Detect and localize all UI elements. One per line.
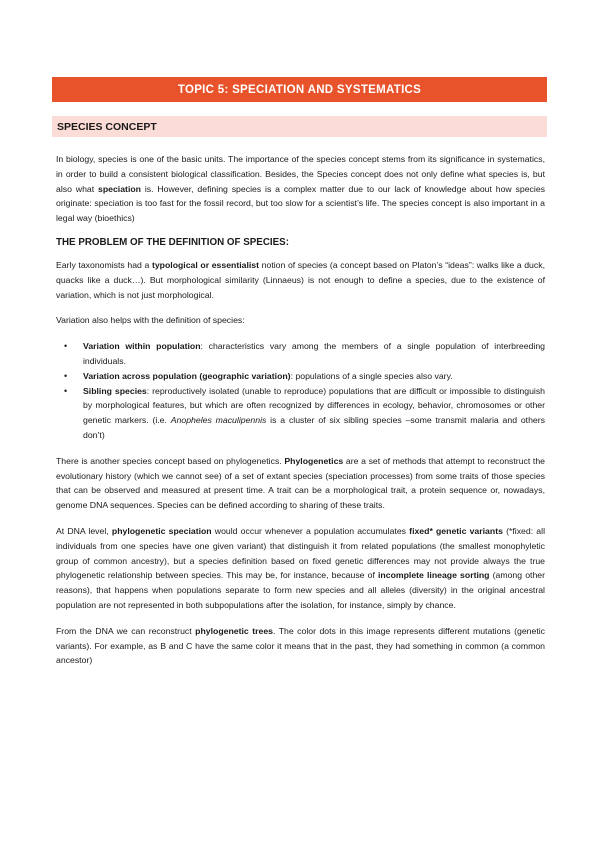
section-title: SPECIES CONCEPT [52, 116, 547, 137]
variation-list [56, 339, 545, 443]
heading-definition-problem: THE PROBLEM OF THE DEFINITION OF SPECIES: [56, 236, 289, 248]
paragraph-variation: Variation also helps with the definition of species: [56, 315, 245, 326]
list-item: • Sibling species: reproductively isolated (unable to reproduce) populations that are difficult or impossible to distinguish by morphological features, but which are often recognized by differences in ecology, behavior, chromosomes or other genetic markers. (i.e. Anopheles maculipennis is a cluster of six sibling species –some transmit malaria and others don’t) [64, 385, 546, 440]
bullet-icon: • [64, 341, 68, 352]
bullet-icon: • [64, 370, 68, 381]
paragraph-dna-level: At DNA level, phylogenetic speciation would occur whenever a population accumulates fixed* genetic variants (*fixed: all individuals from one species have one given variant) that distinguish it from related populations (the smallest monophyletic group of common ancestry), but a species definition based on fixed genetic differences may not provide always the true phylogenetic relationship between species. This may be, for instance, because of incomplete lineage sorting (among other reasons), that happens when populations separate to form new species and all alleles (diversity) in the original ancestral population are not represented in both subpopulations after the isolation, for instance, simply by chance. [56, 525, 546, 610]
list-item: • Variation across population (geographic variation): populations of a single species also vary. [56, 369, 545, 384]
paragraph-phylogenetic-trees: From the DNA we can reconstruct phylogenetic trees. The color dots in this image represents different mutations (genetic variants). For example, as B and C have the same color it means that in the past, they had something in common (a common ancestor) [56, 625, 546, 666]
document-body [56, 152, 545, 668]
bullet-icon: • [64, 385, 68, 396]
list-item: • Variation within population: characteristics vary among the members of a single population of interbreeding individuals. [64, 341, 545, 366]
paragraph-intro: In biology, species is one of the basic units. The importance of the species concept stems from its significance in systematics, in order to build a consistent biological classification. Besides, the Species concept does not only define what species is, but also what speciation is. However, defining species is a complex matter due to our lack of knowledge about how species originate: speciation is too fast for the fossil record, but too slow for a scientist’s life. The species concept is also important in a legal way (bioethics) [56, 154, 545, 224]
paragraph-typological: Early taxonomists had a typological or essentialist notion of species (a concept based on Platon’s “ideas”: walks like a duck, quacks like a duck…). But morphological similarity (Linnaeus) is not enough to define a species, due to the existence of variation, which is not just morphological. [56, 259, 545, 300]
paragraph-phylogenetics: There is another species concept based on phylogenetics. Phylogenetics are a set of methods that attempt to reconstruct the evolutionary history (which we cannot see) of a set of extant species (speciation processes) from some traits of those species that can be observed and measured at present time. A trait can be a morphological trait, a protein sequence or, nowadays, genome DNA sequences. Species can be defined according to sharing of these traits. [56, 455, 546, 511]
topic-title: TOPIC 5: SPECIATION AND SYSTEMATICS [52, 77, 547, 102]
